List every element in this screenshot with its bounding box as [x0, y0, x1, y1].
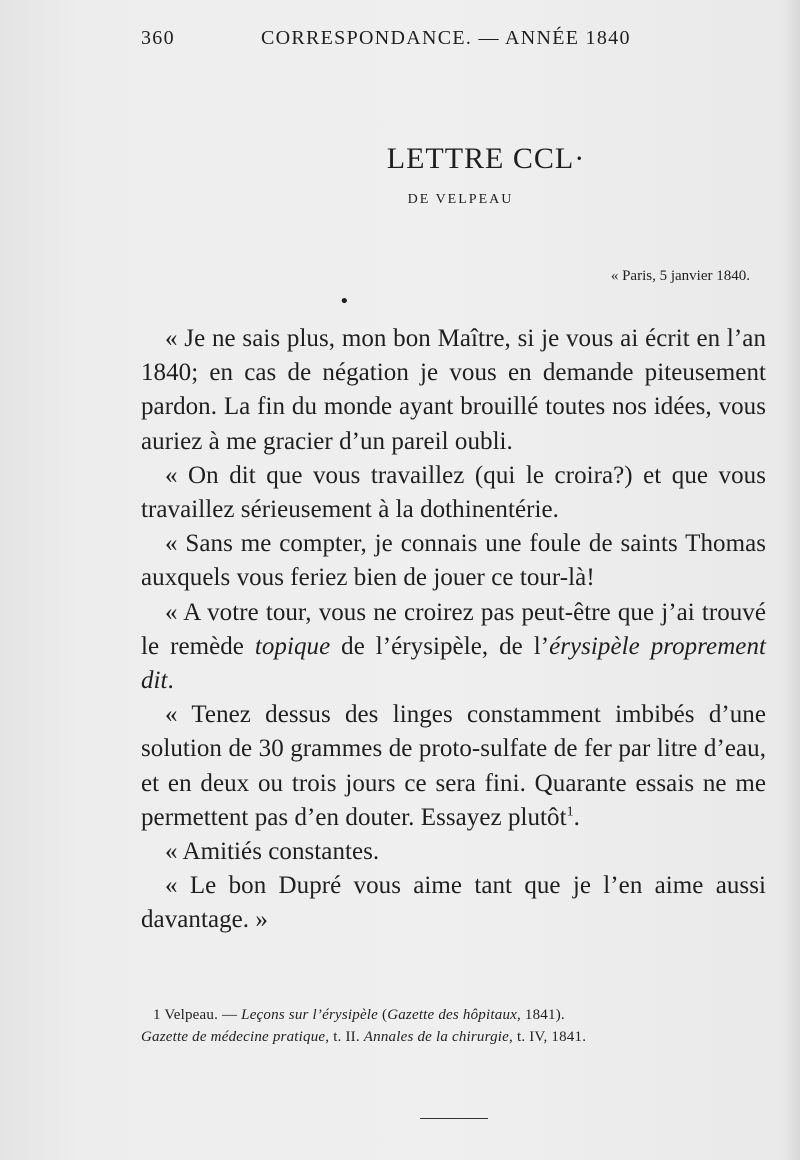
footnote-marker: 1 [153, 1006, 161, 1023]
letter-subtitle: DE VELPEAU [407, 192, 514, 207]
footnote-1 [141, 1004, 766, 1026]
footnote-line-1-e: , 1841). [517, 1006, 565, 1023]
footnote-1-continuation [141, 1026, 766, 1048]
page-number: 360 [141, 27, 175, 49]
paragraph-2: « On dit que vous travaillez (qui le croira?) et que vous travaillez sérieusement à la dothinentérie. [141, 461, 766, 524]
letter-dateline: « Paris, 5 janvier 1840. [610, 268, 750, 284]
paragraph-3: « Sans me compter, je connais une foule de saints Thomas auxquels vous feriez bien de jouer ce tour-là! [141, 530, 766, 592]
footnote-line-2-c: Annales de la chirurgie [363, 1028, 510, 1045]
paragraph-7: « Le bon Dupré vous aime tant que je l’en aime aussi davantage. » [141, 872, 766, 934]
letter-body [141, 322, 766, 938]
footnote-line-1-d: Gazette des hôpitaux [387, 1006, 517, 1023]
footnote-line-1-a: Velpeau. — [160, 1006, 242, 1023]
paragraph-5-text: « Tenez dessus des linges constamment imbibés d’une solution de 30 grammes de proto-sulfate de fer par litre d’eau, et en deux ou trois jours ce sera fini. Quarante essais ne me permettent pas d’en douter. Essayez plutôt [141, 701, 766, 831]
footnotes [141, 1004, 766, 1048]
footnote-line-1-c: ( [378, 1006, 388, 1023]
footnote-line-2-a: Gazette de médecine pratique [141, 1028, 326, 1045]
footnote-line-1-b: Leçons sur l’érysipèle [241, 1006, 379, 1023]
printer-dot: • [339, 291, 350, 312]
footnote-line-2-b: , t. II. [325, 1028, 364, 1045]
footnote-reference: 1 [566, 804, 574, 820]
paragraph-4-emphasis-a: topique [254, 632, 331, 660]
running-header [141, 28, 766, 64]
running-title: CORRESPONDANCE. — ANNÉE 1840 [261, 27, 631, 49]
paragraph-5 [141, 698, 766, 835]
paragraph-5-end: . [573, 803, 580, 831]
letter-title: LETTRE CCL· [386, 142, 586, 175]
bottom-rule [420, 1118, 488, 1119]
paragraph-4 [141, 596, 766, 699]
paragraph-4-text-c: . [167, 667, 174, 695]
footnote-line-2-d: , t. IV, 1841. [509, 1028, 587, 1045]
paragraph-4-text-a: « A votre tour, vous ne croirez pas peut-être que j’ai trouvé le remède [141, 598, 766, 660]
paragraph-6: « Amitiés constantes. [165, 838, 380, 866]
paragraph-4-emphasis-b: érysipèle proprement dit [141, 632, 766, 695]
paragraph-1: « Je ne sais plus, mon bon Maître, si je vous ai écrit en l’an 1840; en cas de négation je vous en demande piteusement pardon. La fin du monde ayant brouillé toutes nos idées, vous auriez à me gracier d’un pareil oubli. [141, 325, 766, 455]
page-content [141, 28, 766, 1048]
paragraph-4-text-b: de l’érysipèle, de l’ [330, 632, 550, 660]
